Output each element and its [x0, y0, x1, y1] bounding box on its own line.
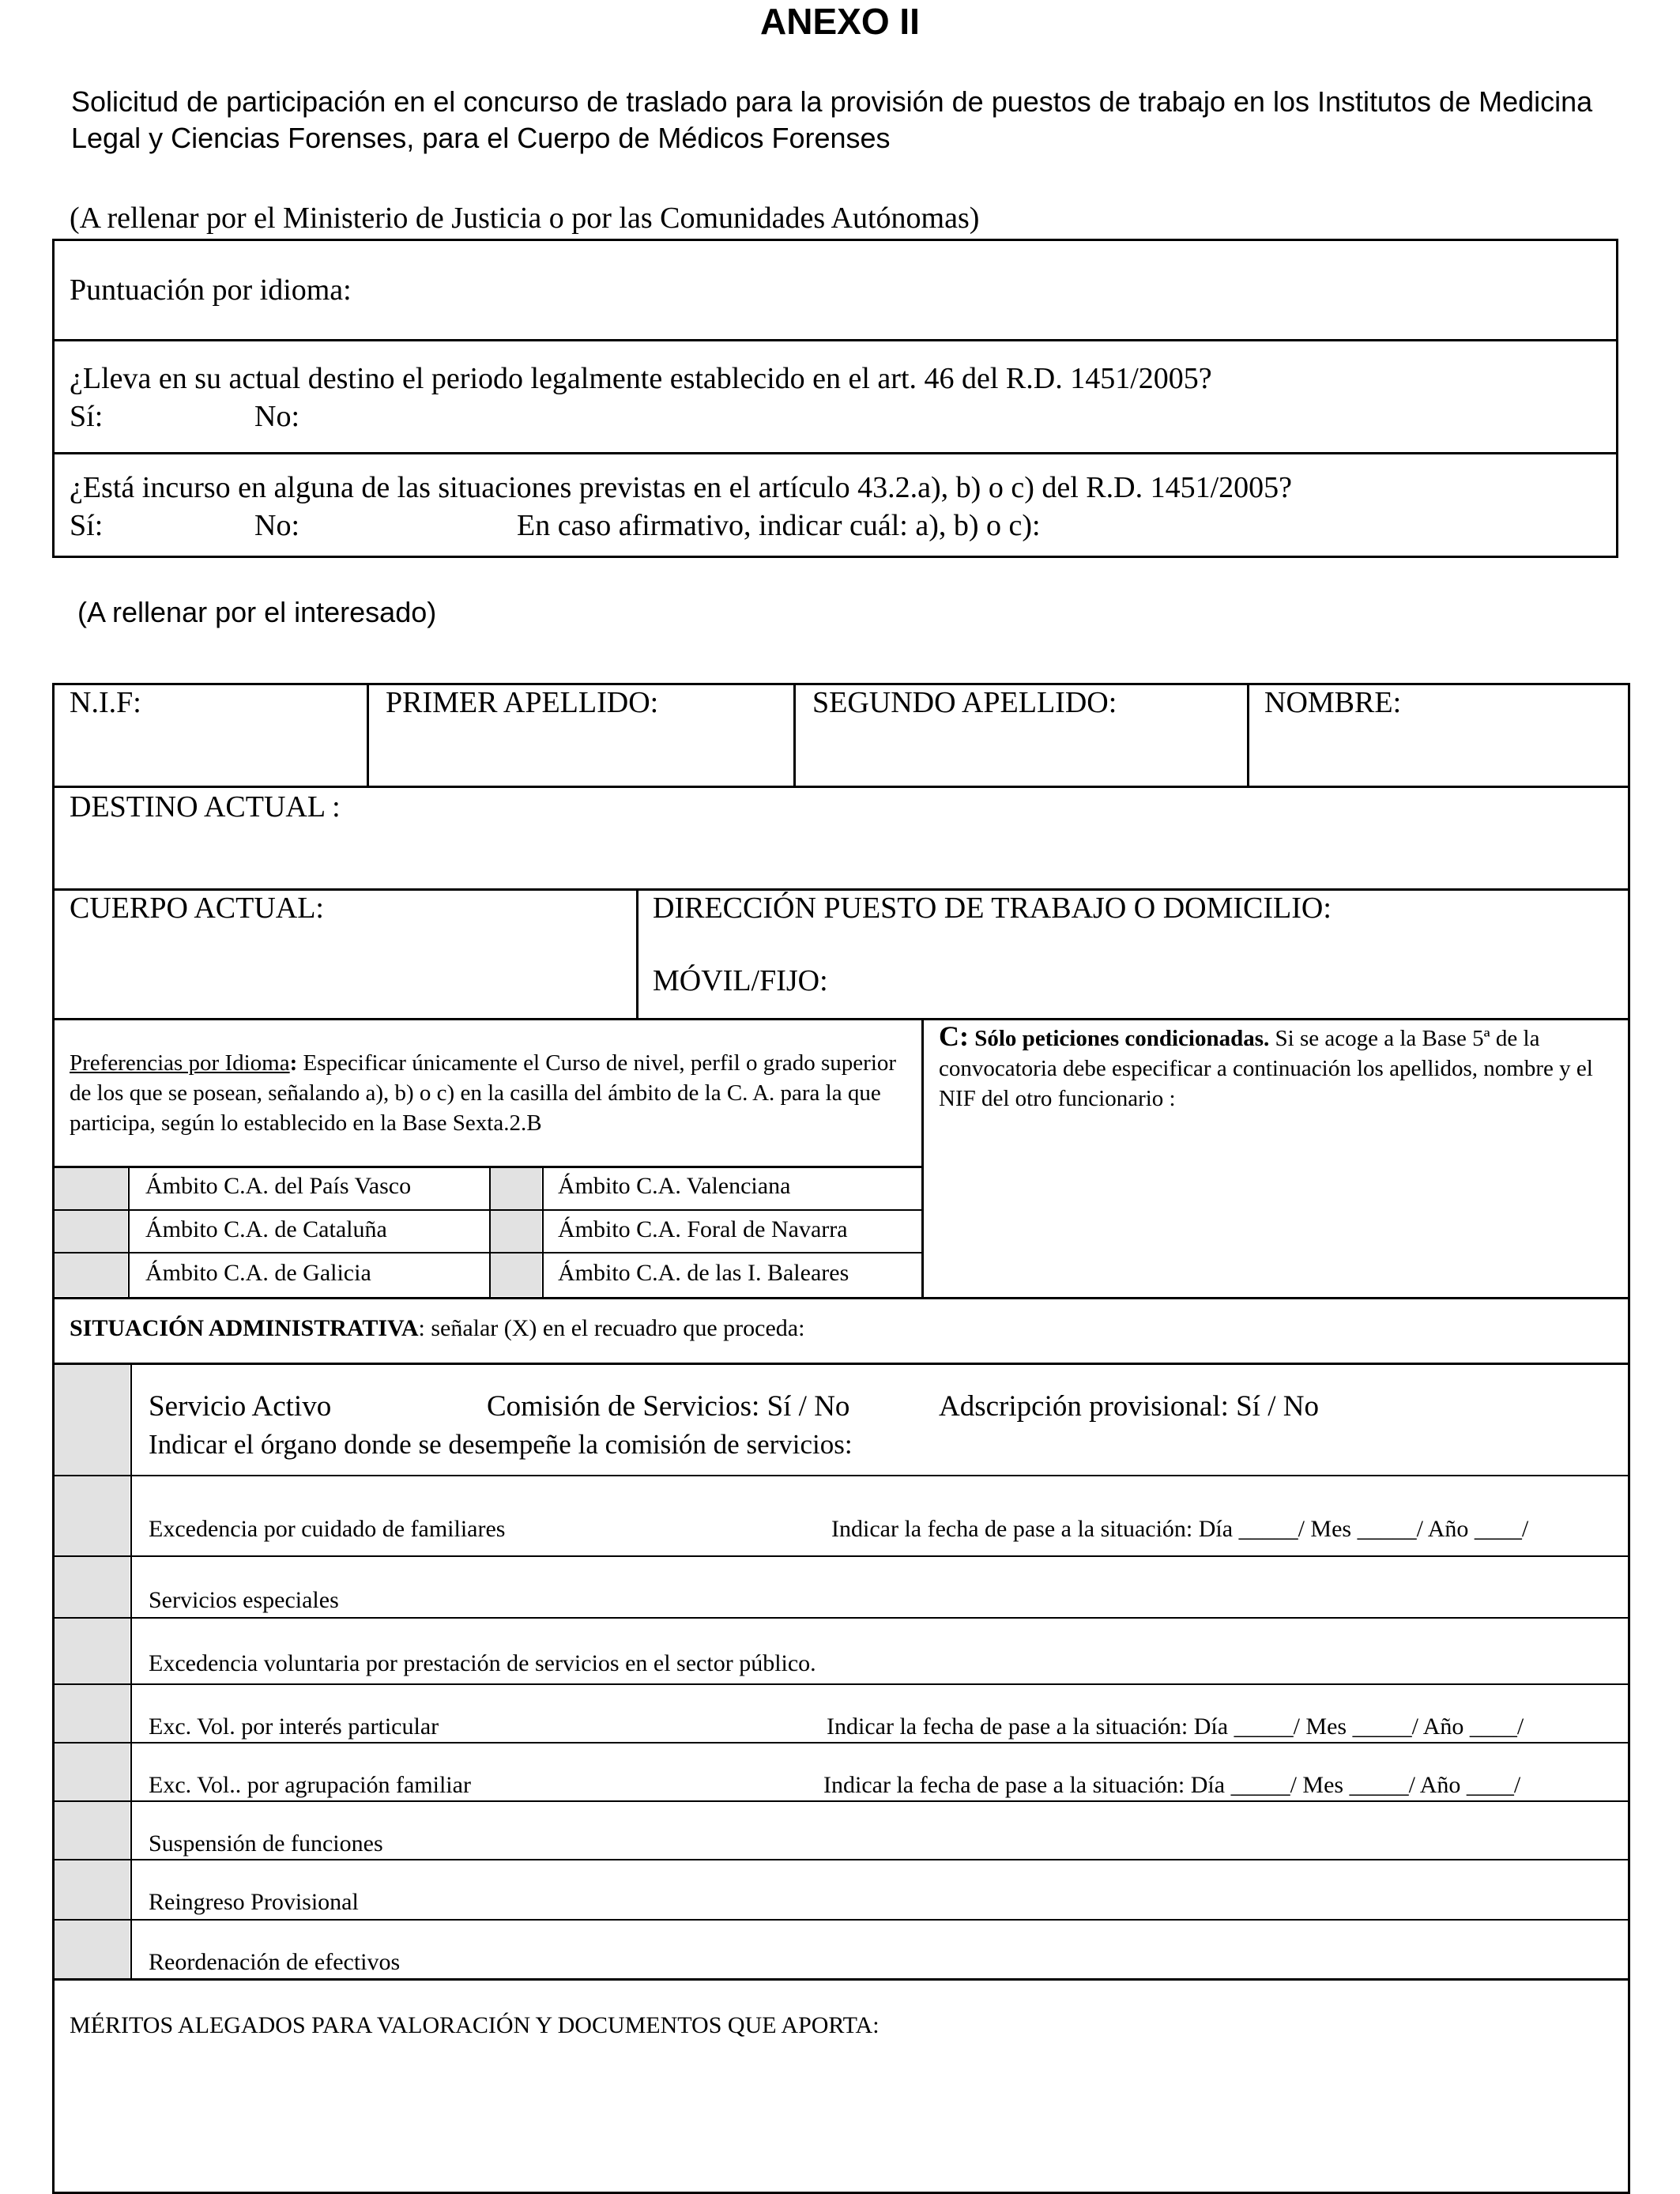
- situation-bottom-line: [52, 1978, 1630, 1981]
- address-field[interactable]: DIRECCIÓN PUESTO DE TRABAJO O DOMICILIO:: [653, 892, 1332, 925]
- phone-field[interactable]: MÓVIL/FIJO:: [653, 964, 828, 997]
- checkbox-row-3[interactable]: [55, 1619, 130, 1683]
- ministry-divider-2: [52, 452, 1618, 454]
- situation-line-3: [52, 1617, 1630, 1619]
- admin-situation-title: SITUACIÓN ADMINISTRATIVA: [70, 1315, 419, 1341]
- checkbox-baleares[interactable]: [491, 1253, 541, 1296]
- checkbox-row-4[interactable]: [55, 1685, 130, 1742]
- areas-row-line-2: [52, 1252, 922, 1253]
- areas-top-line: [52, 1166, 922, 1168]
- situation-label-4: Exc. Vol. por interés particular: [149, 1713, 439, 1740]
- situation-line-2: [52, 1555, 1630, 1557]
- prefs-conditional-divider: [921, 1018, 924, 1299]
- situation-label-6: Suspensión de funciones: [149, 1830, 383, 1857]
- checkbox-pais-vasco[interactable]: [55, 1168, 127, 1209]
- situation-label-2: Servicios especiales: [149, 1587, 339, 1613]
- admin-heading-bottom-line: [52, 1363, 1630, 1365]
- situation-label-8: Reordenación de efectivos: [149, 1949, 401, 1975]
- first-surname-field[interactable]: PRIMER APELLIDO:: [386, 686, 659, 719]
- situation-label-5: Exc. Vol.. por agrupación familiar: [149, 1772, 471, 1798]
- q1-yes-field[interactable]: Sí:: [70, 400, 104, 433]
- situation-date-5[interactable]: Indicar la fecha de pase a la situación: Día _____/ Mes _____/ Año ____/: [823, 1772, 1521, 1798]
- situation-label-3: Excedencia voluntaria por prestación de servicios en el sector público.: [149, 1650, 816, 1676]
- checkbox-servicio-activo[interactable]: [55, 1365, 130, 1475]
- situation-line-5: [52, 1742, 1630, 1744]
- row1-bottom-line: [52, 786, 1630, 788]
- current-body-field[interactable]: CUERPO ACTUAL:: [70, 892, 324, 925]
- situation-line-8: [52, 1919, 1630, 1921]
- ministry-section-note: (A rellenar por el Ministerio de Justicia o por las Comunidades Autónomas): [70, 202, 980, 235]
- situation-line-7: [52, 1859, 1630, 1860]
- row3-bottom-line: [52, 1018, 1630, 1020]
- conditional-letter: C:: [939, 1020, 969, 1052]
- q1-question: ¿Lleva en su actual destino el periodo legalmente establecido en el art. 46 del R.D. 1451/2005?: [70, 362, 1212, 395]
- situation-line-1: [52, 1475, 1630, 1476]
- situation-date-1[interactable]: Indicar la fecha de pase a la situación: Día _____/ Mes _____/ Año ____/: [831, 1516, 1529, 1542]
- situation-line-4: [52, 1683, 1630, 1685]
- situation-check-column-line: [130, 1363, 132, 1981]
- conditional-requests-text: [939, 1021, 1603, 1114]
- nif-field[interactable]: N.I.F:: [70, 686, 141, 719]
- situation-label-1: Excedencia por cuidado de familiares: [149, 1516, 506, 1542]
- q2-no-field[interactable]: No:: [254, 509, 299, 542]
- checkbox-row-7[interactable]: [55, 1860, 130, 1919]
- area-cataluna: Ámbito C.A. de Cataluña: [145, 1216, 387, 1242]
- body-address-divider: [636, 888, 638, 1018]
- surname2-divider: [1247, 683, 1249, 786]
- situation-label-7: Reingreso Provisional: [149, 1889, 359, 1915]
- checkbox-row-1[interactable]: [55, 1476, 130, 1555]
- areas-row-line-1: [52, 1209, 922, 1211]
- commission-organ-field[interactable]: Indicar el órgano donde se desempeñe la comisión de servicios:: [149, 1429, 853, 1460]
- language-preferences-text: [70, 1048, 907, 1138]
- situation-line-6: [52, 1800, 1630, 1802]
- checkbox-row-5[interactable]: [55, 1744, 130, 1800]
- areas-col-line-3: [542, 1166, 544, 1299]
- document-subtitle: Solicitud de participación en el concurso de traslado para la provisión de puestos de trabajo en los Institutos de Medicina Legal y Ciencias Forenses, para el Cuerpo de Médicos Forenses: [71, 85, 1593, 154]
- name-field[interactable]: NOMBRE:: [1264, 686, 1402, 719]
- language-preferences-heading: Preferencias por Idioma: [70, 1050, 290, 1076]
- area-baleares: Ámbito C.A. de las I. Baleares: [558, 1260, 849, 1286]
- checkbox-galicia[interactable]: [55, 1253, 127, 1296]
- conditional-heading: Sólo peticiones condicionadas.: [969, 1026, 1270, 1051]
- current-destination-field[interactable]: DESTINO ACTUAL :: [70, 790, 341, 824]
- areas-col-line-1: [128, 1166, 130, 1299]
- language-preferences-instructions: Especificar únicamente el Curso de nivel, perfil o grado superior de los que se posean, señalando a), b) o c) en la casilla del ámbito de la C. A. para la que participa, según lo establecido en la Base Sexta.2.B: [70, 1050, 897, 1136]
- language-preferences-colon: :: [289, 1050, 298, 1076]
- merits-field[interactable]: MÉRITOS ALEGADOS PARA VALORACIÓN Y DOCUMENTOS QUE APORTA:: [70, 2012, 880, 2038]
- q2-which-field[interactable]: En caso afirmativo, indicar cuál: a), b) o c):: [517, 509, 1041, 542]
- checkbox-valenciana[interactable]: [491, 1168, 541, 1209]
- admin-situation-instruction: : señalar (X) en el recuadro que proceda:: [418, 1315, 805, 1341]
- areas-bottom-line: [52, 1297, 1630, 1299]
- q1-no-field[interactable]: No:: [254, 400, 299, 433]
- surname1-divider: [793, 683, 796, 786]
- checkbox-row-2[interactable]: [55, 1557, 130, 1617]
- conditional-instructions: Si se acoge a la Base 5ª de la convocatoria debe especificar a continuación los apellidos, nombre y el NIF del otro funcionario :: [939, 1026, 1593, 1111]
- q2-question: ¿Está incurso en alguna de las situaciones previstas en el artículo 43.2.a), b) o c) del R.D. 1451/2005?: [70, 471, 1292, 504]
- second-surname-field[interactable]: SEGUNDO APELLIDO:: [812, 686, 1117, 719]
- situation-date-4[interactable]: Indicar la fecha de pase a la situación: Día _____/ Mes _____/ Año ____/: [827, 1713, 1524, 1740]
- q2-yes-field[interactable]: Sí:: [70, 509, 104, 542]
- provisional-option: Adscripción provisional: Sí / No: [939, 1390, 1319, 1423]
- checkbox-row-6[interactable]: [55, 1802, 130, 1859]
- commission-option: Comisión de Servicios: Sí / No: [487, 1390, 850, 1423]
- checkbox-row-8[interactable]: [55, 1921, 130, 1978]
- servicio-activo-label: Servicio Activo: [149, 1390, 332, 1423]
- applicant-section-note: (A rellenar por el interesado): [77, 596, 437, 628]
- ministry-divider-1: [52, 339, 1618, 341]
- area-galicia: Ámbito C.A. de Galicia: [145, 1260, 371, 1286]
- nif-divider: [367, 683, 369, 786]
- area-valenciana: Ámbito C.A. Valenciana: [558, 1173, 791, 1199]
- checkbox-navarra[interactable]: [491, 1211, 541, 1252]
- language-score-field[interactable]: Puntuación por idioma:: [70, 273, 352, 307]
- admin-situation-heading: [70, 1315, 804, 1342]
- checkbox-cataluna[interactable]: [55, 1211, 127, 1252]
- areas-col-line-2: [489, 1166, 491, 1299]
- document-title: ANEXO II: [760, 1, 920, 42]
- area-pais-vasco: Ámbito C.A. del País Vasco: [145, 1173, 412, 1199]
- area-navarra: Ámbito C.A. Foral de Navarra: [558, 1216, 848, 1242]
